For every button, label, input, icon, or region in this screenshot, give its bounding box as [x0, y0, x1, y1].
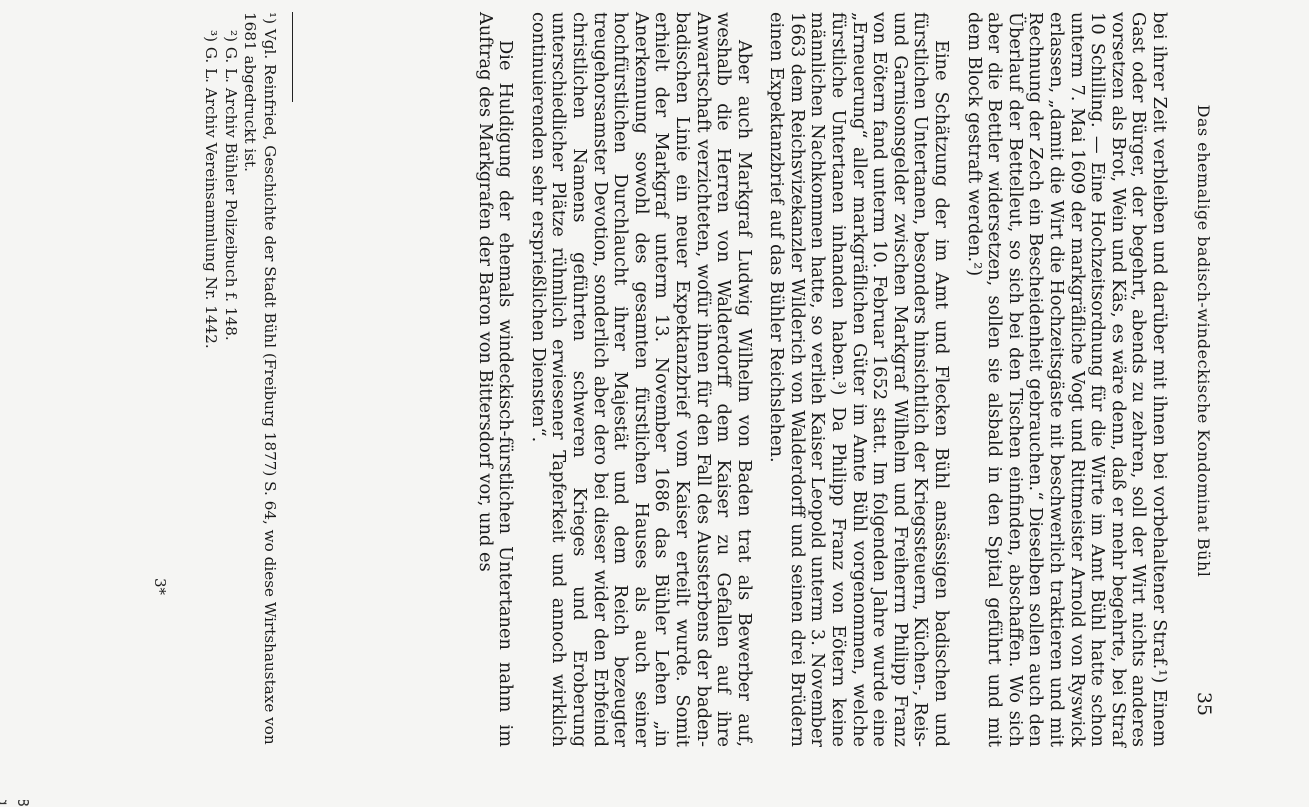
page-number: 35: [1193, 691, 1215, 716]
paragraph: Die Huldigung der ehemals windeckisch-fürstlichen Untertanen nahm im Auftrag des Markgrafen der Baron von Bittersdorf vor, und es: [474, 12, 517, 747]
footnote-divider: [292, 12, 293, 102]
running-title: Das ehemalige badisch-windeckische Kondominat Bühl: [1194, 104, 1213, 578]
paragraph: Aber auch Markgraf Ludwig Wilhelm von Baden trat als Bewerber auf, weshalb die Herren von Walderdorff dem Kaiser zu Gefallen auf ihre Anwartschaft verzichteten, wofür ihnen für den Fall des Aussterbens der baden-badischen Linie ein neuer Expektanzbrief vom Kaiser erteilt wurde. Somit erhielt der Markgraf unterm 13. November 1686 das Bühler Lehen „in Anerkennung sowohl des gesamten fürstlichen Hauses als auch seiner hochfürstlichen Durchlaucht ihrer Majestät und dem Reich bezeugter treugehorsamster Devotion, sonderlich aber dero bei dieser wider den Erbfeind christlichen Namens geführten schweren Krieges und Eroberung unterschiedlicher Plätze rühmlich erwiesener Tapferkeit und annoch wirklich continuierenden sehr ersprießlichen Diensten“.: [527, 12, 755, 747]
footnote: ³) G. L. Archiv Vereinsammlung Nr. 1442.: [202, 30, 221, 349]
paragraph: Eine Schätzung der im Amt und Flecken Bühl ansässigen badischen und fürstlichen Untertanen, besonders hinsichtlich der Kriegssteuern, Küchen-, Reis- und Garnisonsgelder zwischen Markgraf Wilhelm und Freiherrn Philipp Franz von Eötern fand unterm 10. Februar 1652 statt. Im folgenden Jahre wurde eine „Erneuerung“ aller markgräflichen Güter im Amte Bühl vorgenommen, welche fürstliche Untertanen inhanden haben.³) Da Philipp Franz von Eötern keine männlichen Nachkommen hatte, so verlieh Kaiser Leopold unterm 3. November 1663 dem Reichsvizekanzler Wilderich von Walderdorff und seinen drei Brüdern einen Expektanzbrief auf das Bühler Reichslehen.: [766, 12, 953, 747]
body-text: [462, 12, 1169, 747]
footnotes: [201, 12, 279, 747]
paragraph: bei ihrer Zeit verbleiben und darüber mit ihnen bei vorbehaltener Straf.¹) Einem Gast oder Bürger, der begehrt, abends zu zehren, soll der Wirt nichts anderes vorsetzen als Brot, Wein und Käs, es wäre denn, daß er mehr begehrte, bei Straf 10 Schilling. — Eine Hochzeitsordnung für die Wirte im Amt Bühl hatte schon unterm 7. Mai 1609 der markgräfliche Vogt und Rittmeister Arnold von Ryswick erlassen, „damit die Wirt die Hochzeitsgäste nit beschwerlich traktieren und mit Rechnung der Zech ein Bescheidenheit gebrauchen.“ Dieselben sollen auch den Überlauf der Bettelleut, so sich bei den Tischen einfinden, abschaffen. Wo sich aber die Bettler widersetzen, sollen sie alsbald in den Spital geführt und mit dem Block gestraft werden.²): [963, 12, 1170, 747]
page-header: [1183, 16, 1213, 736]
footnote: ¹) Vgl. Reinfried, Geschichte der Stadt Bühl (Freiburg 1877) S. 64, wo diese Wirtshaustaxe von 1681 abgedruckt ist.: [241, 12, 279, 745]
footnote: ²) G. L. Archiv Bühler Polizeibuch f. 148.: [222, 30, 240, 341]
sheet-signature: 3*: [151, 578, 169, 596]
